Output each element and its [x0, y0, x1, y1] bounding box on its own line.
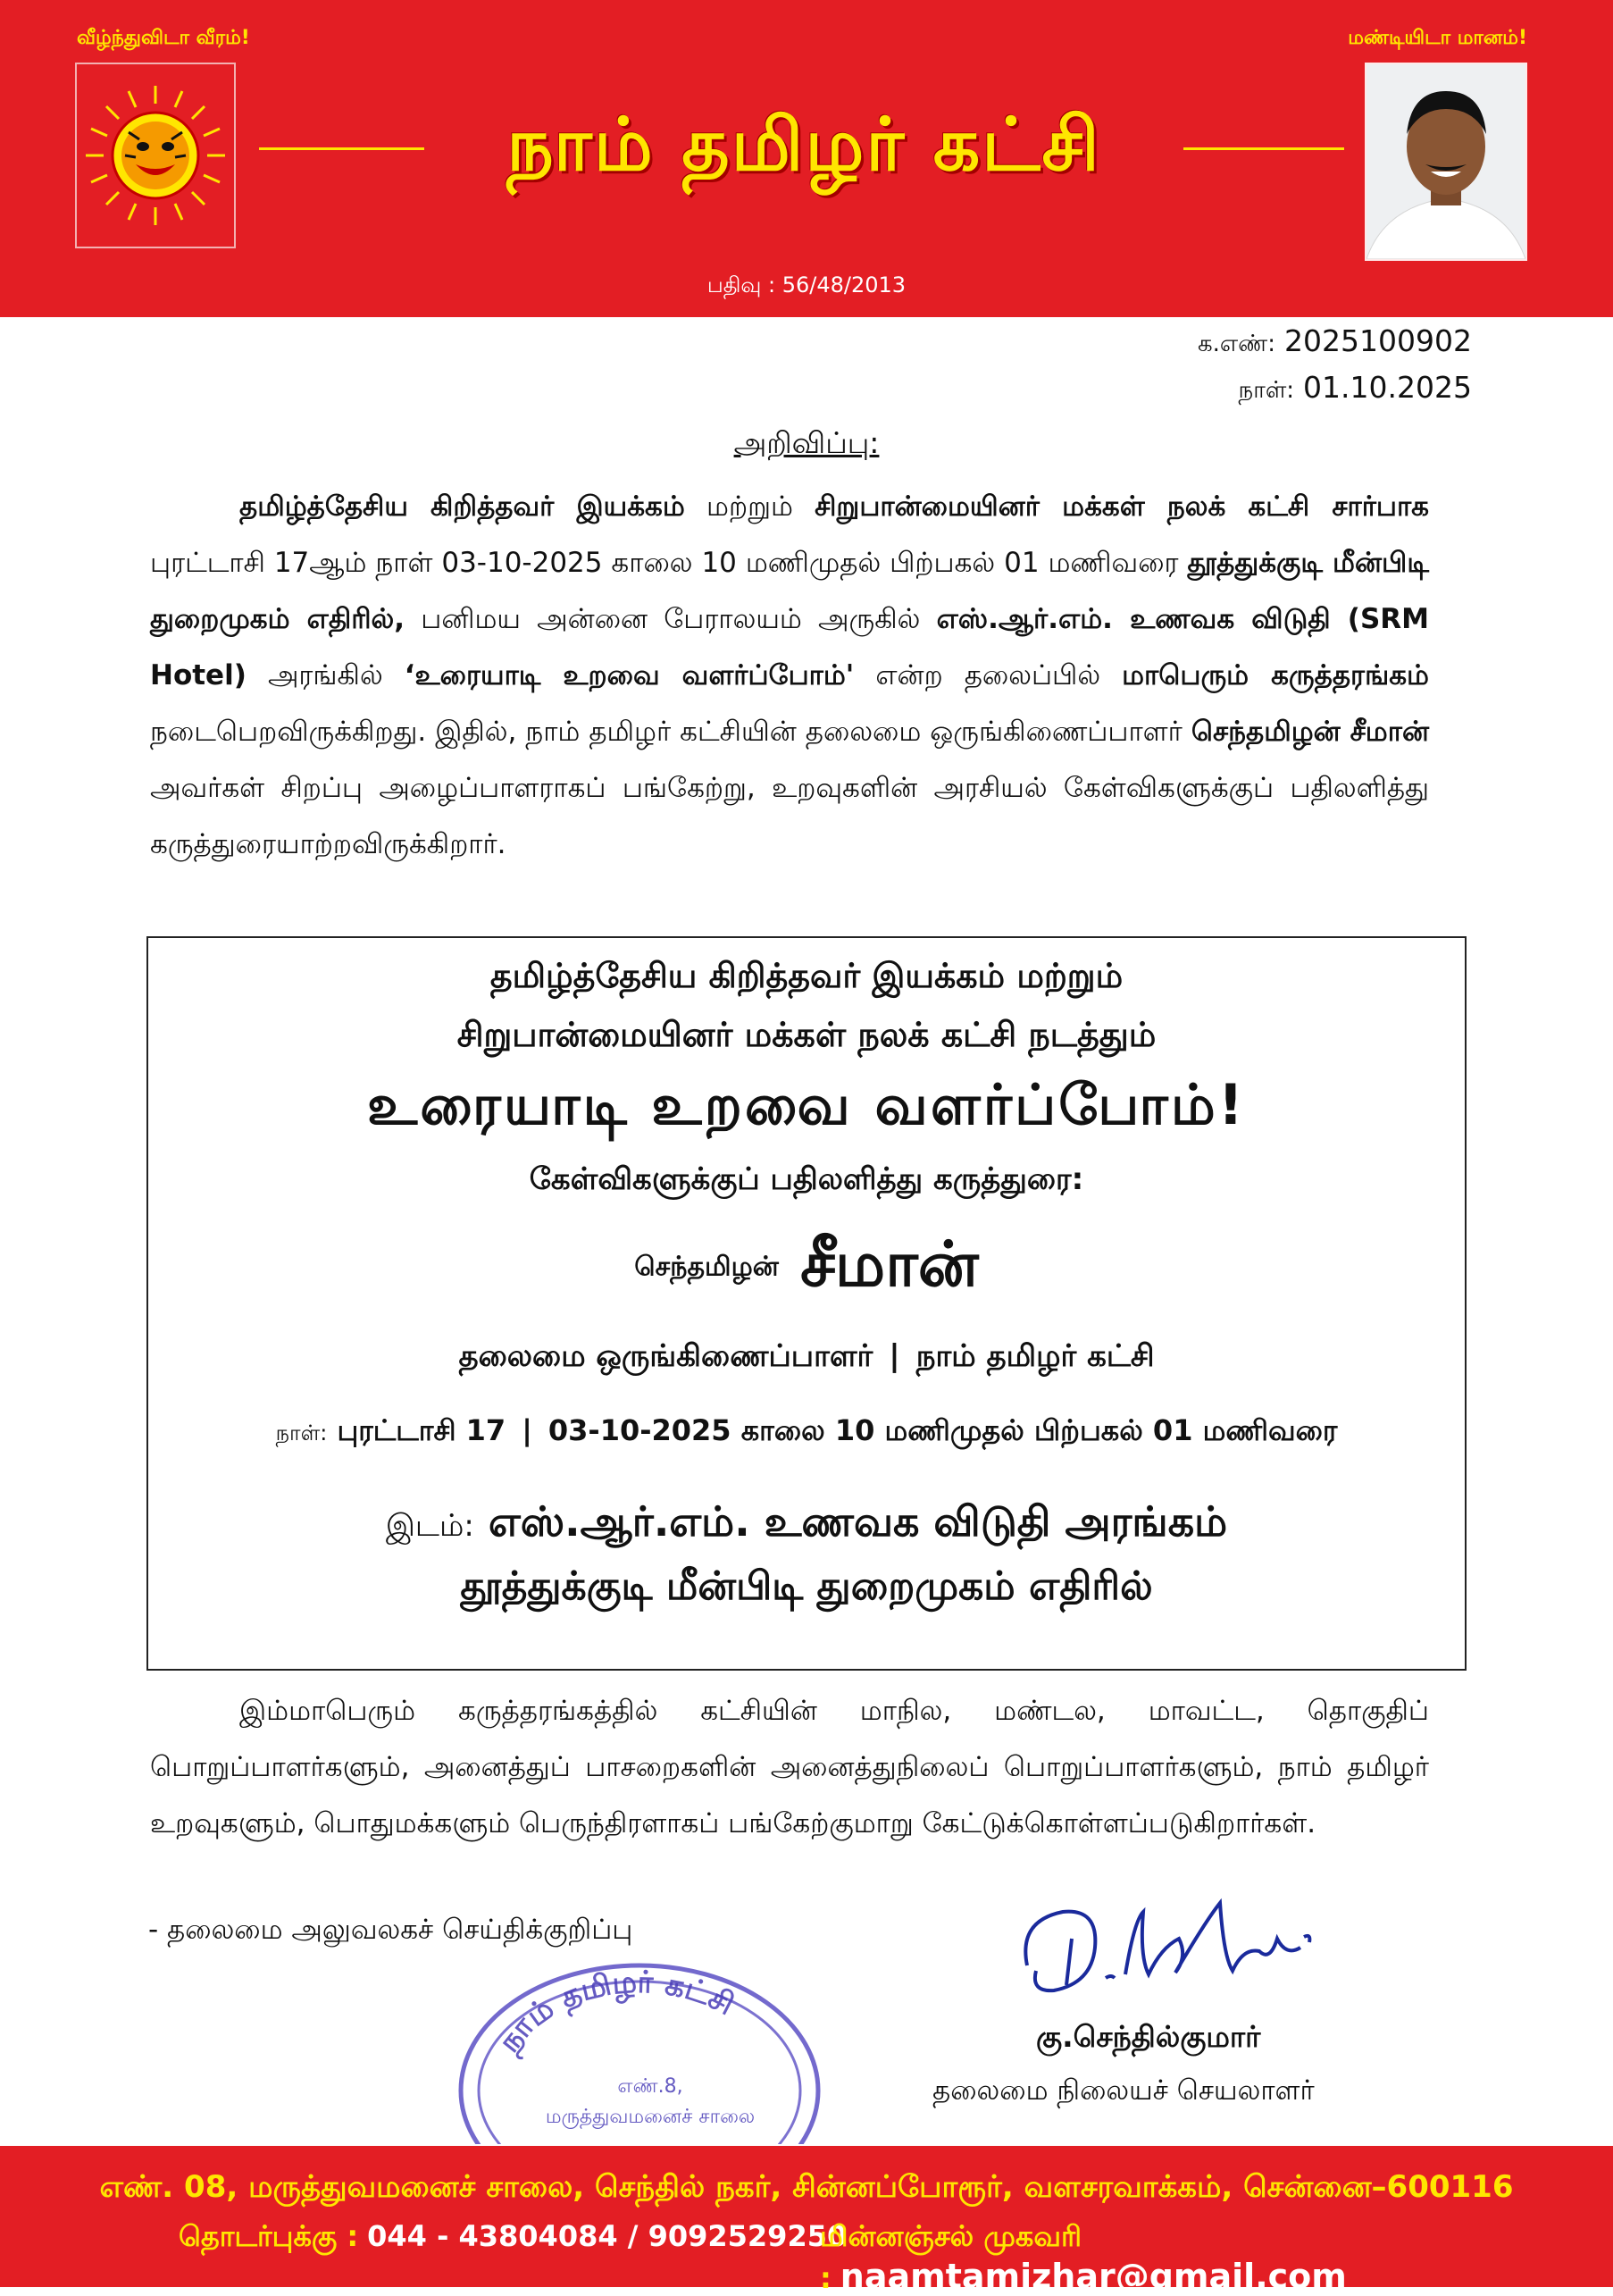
box-line-host: சிறுபான்மையினர் மக்கள் நலக் கட்சி நடத்தும் — [456, 1015, 1157, 1054]
signature-scribble-icon — [1009, 1885, 1349, 2010]
text-segment: அவர்கள் சிறப்பு அழைப்பாளராகப் பங்கேற்று, உறவுகளின் அரசியல் கேள்விகளுக்குப் பதிலளித்து கருத்துரையாற்றவிருக்கிறார். — [150, 772, 1429, 860]
seal-top-text: நாம் தமிழர் கட்சி — [491, 1964, 740, 2060]
tamil-date: புரட்டாசி 17 — [337, 1413, 506, 1447]
phone-label: தொடர்புக்கு : — [179, 2219, 359, 2253]
party-emblem — [75, 63, 236, 248]
text-segment: நடைபெறவிருக்கிறது. இதில், நாம் தமிழர் கட்சியின் தலைமை ஒருங்கிணைப்பாளர் — [150, 716, 1191, 748]
speaker-prefix: செந்தமிழன் — [634, 1251, 779, 1283]
text-segment: புரட்டாசி 17ஆம் நாள் 03-10-2025 காலை 10 மணிமுதல் பிற்பகல் 01 மணிவரை — [150, 547, 1188, 579]
text-segment: என்ற தலைப்பில் — [854, 659, 1123, 691]
notice-paragraph-2 — [150, 1683, 1429, 1852]
venue-label: இடம்: — [385, 1508, 474, 1544]
title-rule-left — [259, 147, 424, 150]
seal-line-1: எண்.8, — [617, 2075, 683, 2098]
event-venue: எஸ்.ஆர்.எம். உணவக விடுதி (SRM Hotel) — [150, 603, 1429, 691]
invitation-text: இம்மாபெரும் கருத்தரங்கத்தில் கட்சியின் மாநில, மண்டல, மாவட்ட, தொகுதிப் பொறுப்பாளர்களும், அனைத்துப் பாசறைகளின் அனைத்துநிலைப் பொறுப்பாளர்களும், நாம் தமிழர் உறவுகளும், பொதுமக்களும் பெருந்திரளாகப் பங்கேற்குமாறு கேட்டுக்கொள்ளப்படுகிறார்கள். — [150, 1695, 1429, 1839]
party-name-title: நாம் தமிழர் கட்சி — [506, 103, 1101, 188]
reference-number-value: 2025100902 — [1284, 323, 1472, 358]
event-summary-box — [146, 936, 1467, 1671]
speaker-party: நாம் தமிழர் கட்சி — [915, 1338, 1155, 1374]
reference-date-value: 01.10.2025 — [1303, 370, 1472, 405]
text-segment: அரங்கில் — [246, 659, 405, 691]
slogan-right: மண்டியிடா மானம்! — [1348, 27, 1527, 49]
separator: | — [889, 1338, 900, 1374]
org-name-1: தமிழ்த்தேசிய கிறித்தவர் இயக்கம் — [239, 490, 685, 523]
phone-value: 044 - 43804084 / 9092529250 — [367, 2219, 848, 2253]
signer-name: கு.செந்தில்குமார் — [1036, 2019, 1261, 2054]
registration-number: பதிவு : 56/48/2013 — [706, 272, 907, 297]
event-type: மாபெரும் கருத்தரங்கம் — [1122, 659, 1429, 691]
box-speaker — [148, 1228, 1465, 1309]
title-rule-right — [1183, 147, 1344, 150]
tiger-emblem-icon — [77, 64, 234, 247]
event-theme: ‘உரையாடி உறவை வளர்ப்போம்' — [404, 659, 855, 691]
venue-name: எஸ்.ஆர்.எம். உணவக விடுதி அரங்கம் — [488, 1497, 1228, 1546]
leader-portrait-icon — [1366, 64, 1525, 259]
department-note: - தலைமை அலுவலகச் செய்திக்குறிப்பு — [148, 1914, 633, 1946]
leader-photo — [1365, 63, 1527, 261]
box-date-line — [148, 1413, 1465, 1451]
footer-phone — [179, 2219, 847, 2257]
event-place: தூத்துக்குடி மீன்பிடி துறைமுகம் எதிரில், — [150, 547, 1429, 635]
seal-line-2: மருத்துவமனைச் சாலை — [545, 2106, 756, 2128]
notice-paragraph-1 — [150, 479, 1429, 873]
box-venue-line — [148, 1497, 1465, 1552]
reference-number-label: க.எண்: — [1198, 331, 1276, 357]
org-name-2: சிறுபான்மையினர் மக்கள் நலக் கட்சி சார்பாக — [815, 490, 1429, 523]
footer-address: எண். 08, மருத்துவமனைச் சாலை, செந்தில் நகர், சின்னப்போரூர், வளசரவாக்கம், சென்னை–600116 — [99, 2169, 1514, 2205]
box-speaker-role — [148, 1338, 1465, 1378]
reference-number — [1198, 323, 1472, 360]
party-seal — [452, 1957, 827, 2148]
email-label: மின்னஞ்சல் முகவரி : — [820, 2219, 1082, 2295]
handwritten-signature — [1009, 1885, 1349, 2014]
box-venue-line-2: தூத்துக்குடி மீன்பிடி துறைமுகம் எதிரில் — [460, 1563, 1153, 1609]
speaker-name: சீமான் — [800, 1228, 979, 1301]
signer-title: தலைமை நிலையச் செயலாளர் — [932, 2074, 1315, 2107]
separator: | — [522, 1413, 532, 1447]
box-line-organizers: தமிழ்த்தேசிய கிறித்தவர் இயக்கம் மற்றும் — [489, 956, 1124, 995]
box-headline: உரையாடி உறவை வளர்ப்போம்! — [367, 1072, 1246, 1137]
svg-text:நாம் தமிழர் கட்சி — [491, 1965, 740, 2062]
slogan-left: வீழ்ந்துவிடா வீரம்! — [77, 27, 250, 49]
seal-stamp-icon — [452, 1957, 827, 2144]
speaker-role: தலைமை ஒருங்கிணைப்பாளர் — [458, 1338, 873, 1374]
footer-email — [820, 2219, 1613, 2296]
letterhead-header — [0, 0, 1613, 317]
reference-date-label: நாள்: — [1238, 377, 1295, 404]
date-label: நாள்: — [275, 1420, 328, 1445]
text-segment: பனிமய அன்னை பேராலயம் அருகில் — [405, 603, 937, 635]
event-date-time: 03-10-2025 காலை 10 மணிமுதல் பிற்பகல் 01 மணிவரை — [547, 1413, 1338, 1447]
reference-date — [1239, 370, 1472, 406]
box-line-intro: கேள்விகளுக்குப் பதிலளித்து கருத்துரை: — [529, 1161, 1084, 1197]
text-segment: மற்றும் — [684, 490, 815, 523]
email-value: naamtamizhar@gmail.com — [840, 2257, 1347, 2296]
leader-name: செந்தமிழன் சீமான் — [1191, 716, 1430, 748]
notice-title: அறிவிப்பு: — [733, 425, 880, 460]
